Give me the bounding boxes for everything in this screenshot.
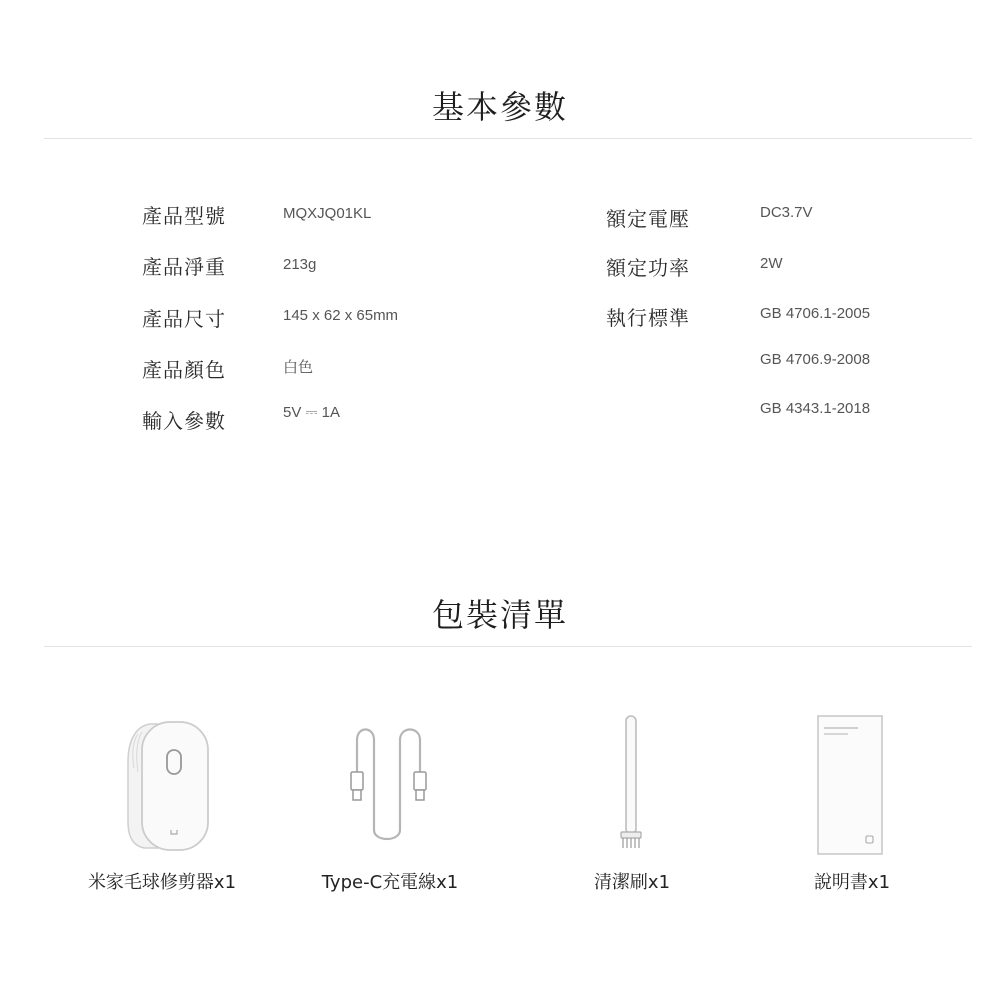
spec-value-standard-3: GB 4343.1-2018 — [760, 400, 871, 417]
package-item-cable — [290, 700, 490, 900]
spec-value-color: 白色 — [283, 359, 314, 376]
package-item-manual — [752, 700, 952, 900]
spec-label-power: 額定功率 — [606, 256, 690, 280]
spec-label-model: 產品型號 — [142, 204, 226, 228]
spec-label-input: 輸入參數 — [142, 409, 226, 433]
basic-params-title: 基本參數 — [431, 88, 568, 126]
spec-value-voltage: DC3.7V — [760, 204, 813, 221]
lint-remover-icon — [62, 712, 262, 862]
usb-c-cable-icon — [290, 712, 490, 862]
spec-label-voltage: 額定電壓 — [606, 207, 690, 231]
package-title: 包裝清單 — [431, 596, 568, 634]
spec-label-color: 產品顏色 — [142, 358, 226, 382]
spec-value-power: 2W — [760, 255, 783, 272]
spec-label-standard: 執行標準 — [606, 306, 690, 330]
spec-label-size: 產品尺寸 — [142, 307, 226, 331]
spec-value-weight: 213g — [283, 256, 317, 273]
package-item-label: Type-C充電線x1 — [321, 872, 459, 893]
manual-icon — [752, 712, 952, 862]
package-item-brush — [532, 700, 732, 900]
basic-params-divider — [44, 138, 972, 139]
package-item-lint-remover — [62, 700, 262, 900]
spec-label-weight: 產品淨重 — [142, 255, 226, 279]
spec-value-size: 145 x 62 x 65mm — [283, 307, 399, 324]
spec-value-standard-1: GB 4706.1-2005 — [760, 305, 871, 322]
package-item-label: 說明書x1 — [813, 872, 891, 893]
spec-value-standard-2: GB 4706.9-2008 — [760, 351, 871, 368]
cleaning-brush-icon — [532, 712, 732, 862]
spec-value-input: 5V ⎓ 1A — [283, 404, 340, 421]
package-item-label: 清潔刷x1 — [593, 872, 671, 893]
spec-value-model: MQXJQ01KL — [283, 205, 372, 222]
package-item-label: 米家毛球修剪器x1 — [87, 872, 237, 893]
package-divider — [44, 646, 972, 647]
